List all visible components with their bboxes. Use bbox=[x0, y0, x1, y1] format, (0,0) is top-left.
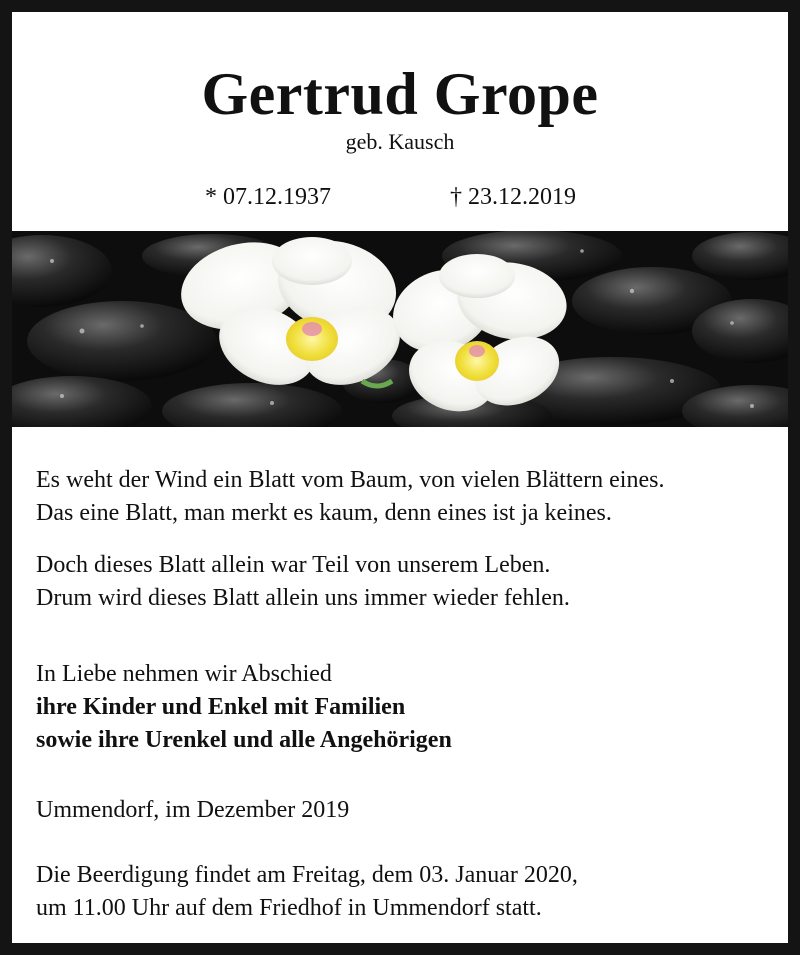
deceased-name: Gertrud Grope bbox=[201, 61, 599, 127]
poem-stanza-2 bbox=[36, 549, 570, 615]
poem-line: Drum wird dieses Blatt allein uns immer wieder fehlen. bbox=[36, 585, 570, 611]
poem-line: Das eine Blatt, man merkt es kaum, denn eines ist ja keines. bbox=[36, 500, 612, 526]
maiden-name: geb. Kausch bbox=[345, 129, 455, 154]
funeral-line-1: Die Beerdigung findet am Freitag, dem 03. Januar 2020, bbox=[36, 862, 578, 888]
orchid-photo bbox=[12, 231, 788, 427]
family-line-1: ihre Kinder und Enkel mit Familien bbox=[36, 694, 406, 720]
farewell-block bbox=[36, 658, 452, 757]
death-date: † 23.12.2019 bbox=[450, 184, 576, 210]
poem-stanza-1 bbox=[36, 464, 664, 530]
farewell-intro: In Liebe nehmen wir Abschied bbox=[36, 661, 332, 687]
place-date: Ummendorf, im Dezember 2019 bbox=[36, 797, 350, 823]
funeral-info bbox=[36, 859, 578, 925]
poem-line: Es weht der Wind ein Blatt vom Baum, von vielen Blättern eines. bbox=[36, 467, 665, 493]
birth-date: * 07.12.1937 bbox=[205, 184, 331, 210]
funeral-line-2: um 11.00 Uhr auf dem Friedhof in Ummendorf statt. bbox=[36, 895, 542, 921]
family-line-2: sowie ihre Urenkel und alle Angehörigen bbox=[36, 727, 452, 753]
poem-line: Doch dieses Blatt allein war Teil von unserem Leben. bbox=[36, 552, 551, 578]
